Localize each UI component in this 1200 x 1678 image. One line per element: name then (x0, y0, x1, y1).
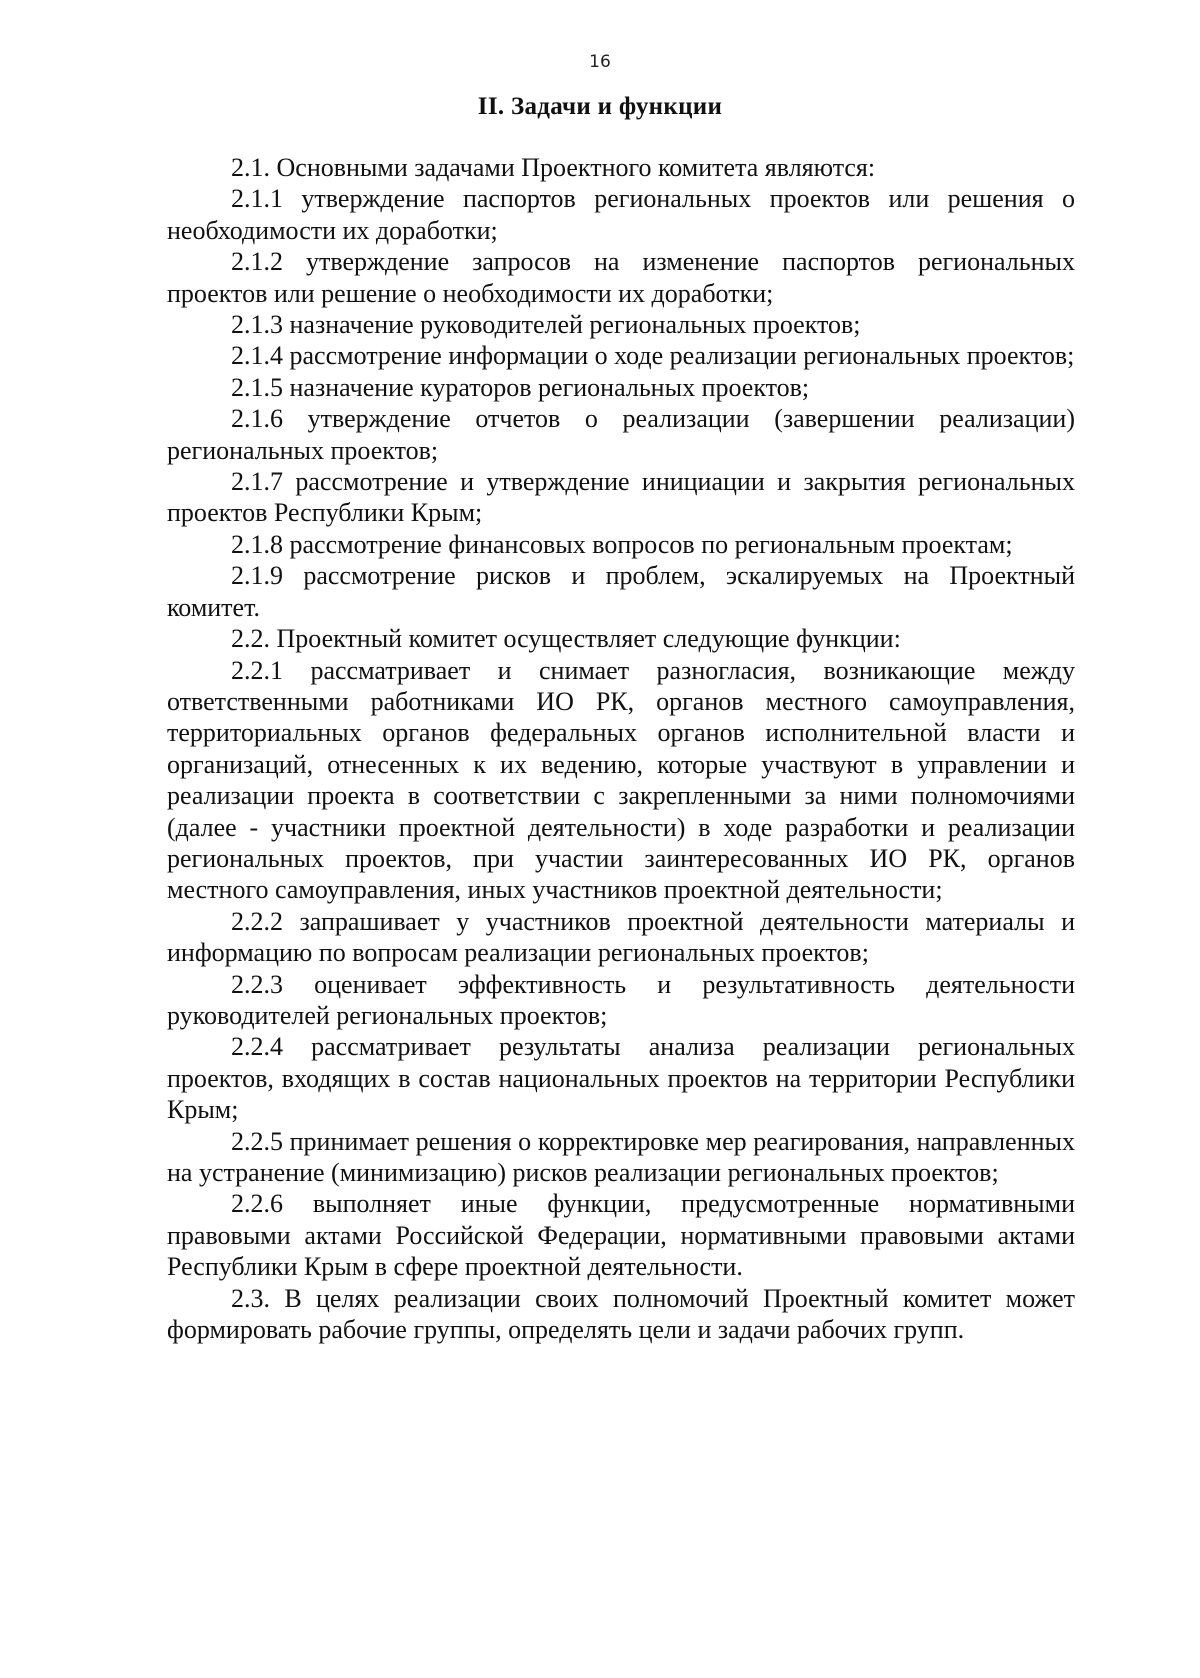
paragraph-2-2: 2.2. Проектный комитет осуществляет следующие функции: (231, 624, 901, 654)
paragraph-2-1-2: 2.1.2 утверждение запросов на изменение паспортов региональных проектов или решение о необходимости их доработки; (167, 247, 1075, 308)
paragraph-2-2-3: 2.2.3 оценивает эффективность и результативность деятельности руководителей региональных проектов; (167, 969, 1075, 1030)
paragraph-2-2-5: 2.2.5 принимает решения о корректировке мер реагирования, направленных на устранение (минимизацию) рисков реализации региональных проектов; (167, 1126, 1075, 1187)
paragraph-2-1-6: 2.1.6 утверждение отчетов о реализации (завершении реализации) региональных проектов; (167, 404, 1075, 465)
paragraph-2-1-7: 2.1.7 рассмотрение и утверждение инициации и закрытия региональных проектов Республики Крым; (167, 467, 1075, 528)
paragraph-2-2-1: 2.2.1 рассматривает и снимает разногласия, возникающие между ответственными работниками ИО РК, органов местного самоуправления, территориальных органов федеральных органов исполнительной власти и организаций, отнесенных к их ведению, которые участвуют в управлении и реализации проекта в соответствии с закрепленными за ними полномочиями (далее - участники проектной деятельности) в ходе разработки и реализации региональных проектов, при участии заинтересованных ИО РК, органов местного самоуправления, иных участников проектной деятельности; (167, 655, 1075, 905)
paragraph-2-1-5: 2.1.5 назначение кураторов региональных проектов; (231, 372, 810, 402)
paragraph-2-3: 2.3. В целях реализации своих полномочий Проектный комитет может формировать рабочие группы, определять цели и задачи рабочих групп. (167, 1283, 1075, 1345)
paragraph-2-2-2: 2.2.2 запрашивает у участников проектной деятельности материалы и информацию по вопросам реализации региональных проектов; (167, 906, 1075, 968)
page-number: 16 (589, 52, 611, 72)
paragraph-2-2-4: 2.2.4 рассматривает результаты анализа реализации региональных проектов, входящих в состав национальных проектов на территории Республики Крым; (167, 1032, 1075, 1125)
paragraph-2-1-9: 2.1.9 рассмотрение рисков и проблем, эскалируемых на Проектный комитет. (167, 561, 1075, 622)
paragraph-2-1-1: 2.1.1 утверждение паспортов региональных проектов или решения о необходимости их доработки; (167, 184, 1075, 245)
paragraph-2-1: 2.1. Основными задачами Проектного комитета являются: (231, 153, 876, 182)
paragraph-2-1-3: 2.1.3 назначение руководителей региональных проектов; (231, 310, 861, 340)
document-body (167, 152, 1075, 1345)
paragraph-2-1-4: 2.1.4 рассмотрение информации о ходе реализации региональных проектов; (231, 341, 1075, 371)
section-title: II. Задачи и функции (477, 93, 723, 120)
paragraph-2-1-8: 2.1.8 рассмотрение финансовых вопросов по региональным проектам; (231, 529, 1013, 559)
paragraph-2-2-6: 2.2.6 выполняет иные функции, предусмотренные нормативными правовыми актами Российской Федерации, нормативными правовыми актами Республики Крым в сфере проектной деятельности. (167, 1189, 1075, 1282)
